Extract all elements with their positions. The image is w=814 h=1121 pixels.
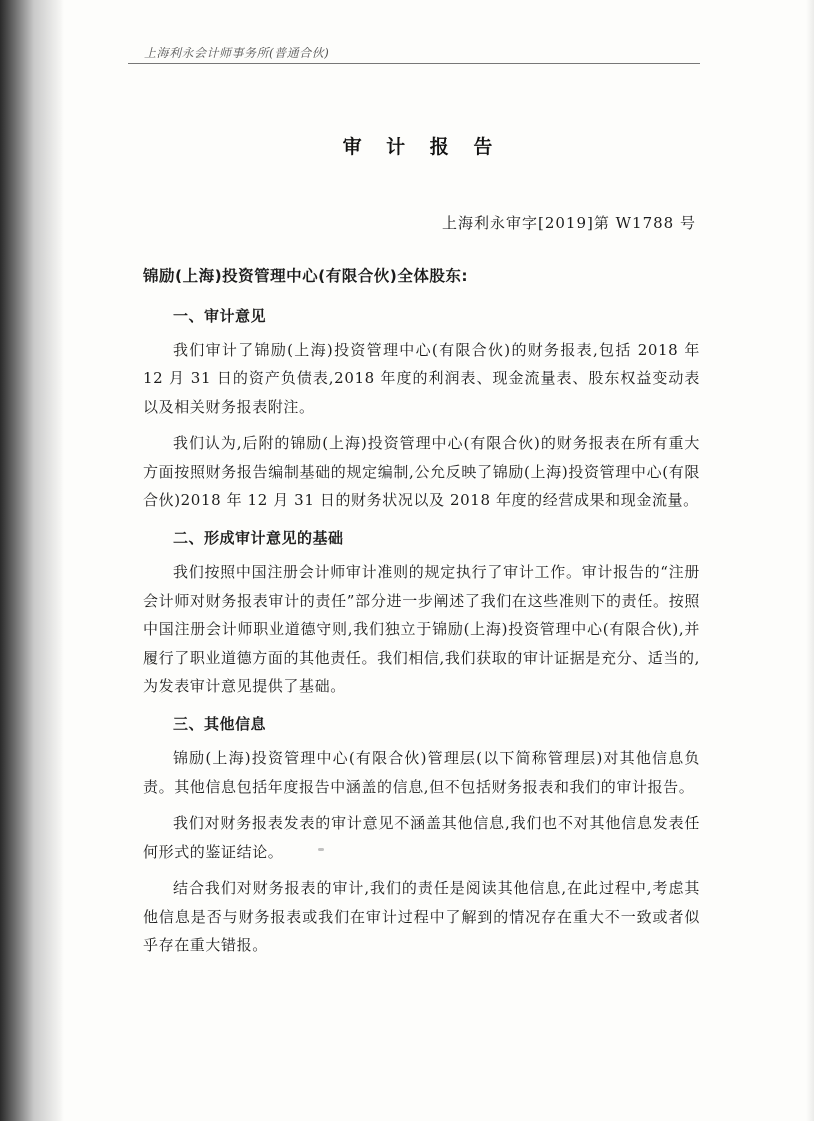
section-heading-other-information: 三、其他信息 <box>173 715 267 734</box>
section-heading-basis-for-opinion: 二、形成审计意见的基础 <box>173 529 344 548</box>
paragraph: 我们按照中国注册会计师审计准则的规定执行了审计工作。审计报告的“注册会计师对财务报表审计的责任”部分进一步阐述了我们在这些准则下的责任。按照中国注册会计师职业道德守则,我们独立于锦励(上海)投资管理中心(有限合伙),并履行了职业道德方面的其他责任。我们相信,我们获取的审计证据是充分、适当的,为发表审计意见提供了基础。 <box>143 563 700 696</box>
paragraph: 我们对财务报表发表的审计意见不涵盖其他信息,我们也不对其他信息发表任何形式的鉴证结论。 <box>143 814 700 861</box>
scan-binding-shadow <box>0 0 64 1121</box>
header-rule <box>128 63 700 64</box>
section-heading-audit-opinion: 一、审计意见 <box>173 307 267 325</box>
paragraph: 我们审计了锦励(上海)投资管理中心(有限合伙)的财务报表,包括 2018 年 12 月 31 日的资产负债表,2018 年度的利润表、现金流量表、股东权益变动表以及相关财务报表附注。 <box>143 341 700 416</box>
page-title: 审 计 报 告 <box>342 136 502 158</box>
scan-speck <box>318 848 324 851</box>
report-reference-number: 上海利永审字[2019]第 W1788 号 <box>441 214 696 232</box>
report-body <box>143 300 700 967</box>
addressee: 锦励(上海)投资管理中心(有限合伙)全体股东: <box>143 267 469 285</box>
scan-page-edge <box>806 0 814 1121</box>
firm-header: 上海利永会计师事务所(普通合伙) <box>144 46 330 60</box>
paragraph: 结合我们对财务报表的审计,我们的责任是阅读其他信息,在此过程中,考虑其他信息是否与财务报表或我们在审计过程中了解到的情况存在重大不一致或者似乎存在重大错报。 <box>143 879 700 954</box>
paragraph: 锦励(上海)投资管理中心(有限合伙)管理层(以下简称管理层)对其他信息负责。其他信息包括年度报告中涵盖的信息,但不包括财务报表和我们的审计报告。 <box>143 749 700 796</box>
paragraph: 我们认为,后附的锦励(上海)投资管理中心(有限合伙)的财务报表在所有重大方面按照财务报告编制基础的规定编制,公允反映了锦励(上海)投资管理中心(有限合伙)2018 年 12 月 31 日的财务状况以及 2018 年度的经营成果和现金流量。 <box>143 434 700 510</box>
